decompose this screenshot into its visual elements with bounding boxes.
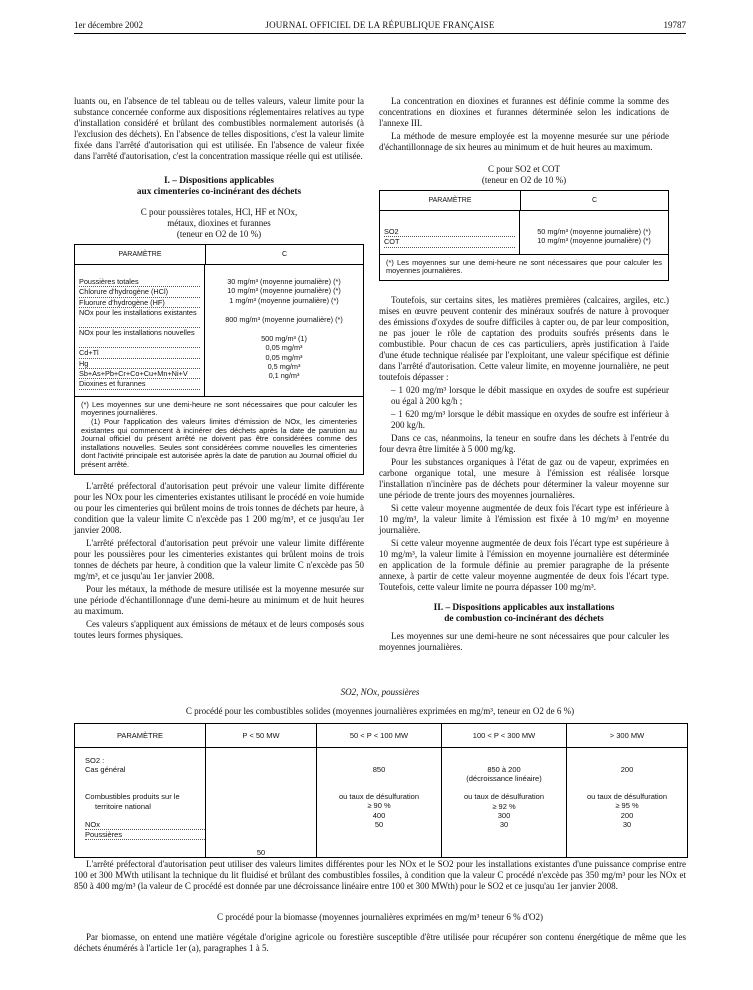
table-cell: 200 <box>620 810 634 820</box>
table-cell: NOx pour les installations nouvelles <box>79 328 200 348</box>
bullet-item: – 1 020 mg/m³ lorsque le débit massique en oxydes de soufre est supérieur ou égal à 200 kg/h ; <box>391 385 669 406</box>
table-caption: C procédé pour les combustibles solides (moyennes journalières exprimées en mg/m³, teneur en O2 de 6 %) <box>185 706 575 716</box>
table-note <box>75 396 363 474</box>
table-cell: 30 mg/m³ (moyenne journalière) (*) <box>227 277 341 286</box>
table-header-cell: > 300 MW <box>566 724 687 747</box>
table-header-cell: P < 50 MW <box>205 724 316 747</box>
section-heading: aux cimenteries co-incinérant des déchets <box>136 187 302 197</box>
paragraph: L'arrêté préfectoral d'autorisation peut prévoir une valeur limite différente pour les NOx pour les cimenteries existantes utilisant le procédé en voie humide ou pour les cimenteries qui brûlent moins de trois tonnes de déchets par heure, à condition que la valeur limite C n'excède pas 1 200 mg/m³, et ce jusqu'au 1er janvier 2008. <box>74 480 364 535</box>
table-header-cell: PARAMÈTRE <box>75 245 206 264</box>
paragraph: Pour les substances organiques à l'état de gaz ou de vapeur, exprimées en carbone organique total, une mesure à l'émission est réalisée lorsque l'installation n'incinère pas de déchets pour déterminer la valeur moyenne sur une période de trente jours des moyennes journalières. <box>379 457 669 500</box>
section-heading: II. – Dispositions applicables aux installations <box>433 603 615 613</box>
left-column <box>74 96 364 643</box>
header-rule <box>74 33 686 34</box>
param-column <box>75 265 205 396</box>
paragraph: L'arrêté préfectoral d'autorisation peut utiliser des valeurs limites différentes pour les NOx et le SO2 pour les installations existantes d'une puissance comprise entre 100 et 300 MWth utilisant la technique du lit fluidisé et brûlant des combustibles fossiles, à condition que la valeur C procédé n'excède pas 350 mg/m³ pour les NOx et 850 à 400 mg/m³ (la valeur de C procédé est donnée par une décroissance linéaire entre 100 et 300 MWth) pour le SO2 et ce jusqu'au 1er janvier 2008. <box>74 859 686 891</box>
table-cell: ≥ 90 % <box>367 801 391 811</box>
table-header-cell: C <box>591 197 598 204</box>
paragraph: Pour les métaux, la méthode de mesure utilisée est la moyenne mesurée sur une période d'échantillonnage d'une demi-heure au minimum et de huit heures au maximum. <box>74 583 364 616</box>
table-caption: (teneur en O2 de 10 %) <box>481 175 567 185</box>
table-cell: 30 <box>622 819 632 829</box>
paragraph: Si cette valeur moyenne augmentée de deux fois l'écart type est supérieure à 10 mg/m³, la valeur limite à l'émission en moyenne journalière est déterminée en application de la formule définie au premier paragraphe de la présente annexe, à partir de cette valeur moyenne augmentée de deux fois l'écart type. Toutefois, cette valeur limite ne pourra dépasser 100 mg/m³. <box>379 538 669 592</box>
table-header-cell: 50 < P < 100 MW <box>316 724 441 747</box>
table-header <box>75 724 687 748</box>
table-cell: 300 <box>497 810 511 820</box>
table-cell: Sb+As+Pb+Cr+Co+Cu+Mn+Ni+V <box>79 369 200 379</box>
table-header-cell: PARAMÈTRE <box>380 191 521 210</box>
bullet-item: – 1 620 mg/m³ lorsque le débit massique en oxydes de soufre est inférieur à 200 kg/h. <box>391 409 669 430</box>
table-cell: NOx pour les installations existantes <box>79 308 200 328</box>
table-cell: Dioxines et furannes <box>79 379 200 389</box>
table-cell: ou taux de désulfuration <box>338 792 420 802</box>
table-header <box>75 245 363 265</box>
table-cell: ou taux de désulfuration <box>586 792 668 802</box>
section-heading: I. – Dispositions applicables <box>163 176 275 186</box>
table-cell: 0,05 mg/m³ <box>265 343 303 353</box>
header-journal-title: JOURNAL OFFICIEL DE LA RÉPUBLIQUE FRANÇAISE <box>265 20 495 30</box>
table-cell: 200 <box>620 765 634 774</box>
table-cell: COT <box>384 237 515 247</box>
table-caption: C pour SO2 et COT <box>488 164 560 174</box>
paragraph: Si cette valeur moyenne augmentée de deux fois l'écart type est inférieure à 10 mg/m³, la valeur limite à l'émission est fixée à 10 mg/m³ en moyenne journalière. <box>379 503 669 535</box>
right-column <box>379 96 669 655</box>
cement-limits-table <box>74 244 364 475</box>
paragraph: Les moyennes sur une demi-heure ne sont nécessaires que pour calculer les moyennes journalières. <box>379 631 669 652</box>
table-cell: ou taux de désulfuration <box>463 792 545 802</box>
table-cell: 0,5 mg/m³ <box>267 362 301 372</box>
col-p-under-50 <box>205 748 316 857</box>
table-cell: Combustibles produits sur le <box>85 792 180 802</box>
header-date: 1er décembre 2002 <box>74 20 143 30</box>
table-header-cell: PARAMÈTRE <box>116 730 164 740</box>
paragraph: Dans ce cas, néanmoins, la teneur en soufre dans les déchets à l'entrée du four devra être limitée à 5 000 mg/kg. <box>379 433 669 454</box>
table-footnote: (1) Pour l'application des valeurs limites d'émission de NOx, les cimenteries existantes qui commencent à incinérer des déchets après la date de parution au Journal officiel du présent arrêté ne doivent pas être considérées comme des installations nouvelles. Seules sont considérées comme nouvelles les cimenteries dont l'activité principale est autorisée après la date de parution au Journal officiel du présent arrêté. <box>81 417 357 469</box>
table-body <box>75 748 687 857</box>
table-cell: NOx <box>85 820 205 830</box>
param-column <box>380 211 520 254</box>
table-cell: Fluorure d'hydrogène (HF) <box>79 298 200 308</box>
table-cell: 10 mg/m³ (moyenne journalière) (*) <box>227 286 341 296</box>
table-footnote: (*) Les moyennes sur une demi-heure ne sont nécessaires que pour calculer les moyennes journalières. <box>81 399 357 418</box>
table-footnote: (*) Les moyennes sur une demi-heure ne sont nécessaires que pour calculer les moyennes journalières. <box>380 254 668 280</box>
value-column <box>520 211 668 254</box>
table-caption: (teneur en O2 de 10 %) <box>176 229 262 239</box>
table-cell: 50 <box>374 819 384 829</box>
table-cell: 500 mg/m³ (1) <box>261 333 307 343</box>
table-cell: Poussières totales <box>79 277 200 287</box>
paragraph: La concentration en dioxines et furannes est définie comme la somme des concentrations en dioxines et furannes déterminée selon les indications de l'annexe III. <box>379 96 669 128</box>
table-cell: 30 <box>499 820 509 830</box>
table-cell: 0,1 ng/m³ <box>268 371 300 381</box>
table-cell: 850 à 200 <box>487 765 521 774</box>
table-cell: SO2 : <box>85 756 105 765</box>
table-header <box>380 191 668 211</box>
page-header <box>74 20 686 32</box>
table-cell: Cas général <box>85 765 126 775</box>
table-caption: métaux, dioxines et furannes <box>167 218 271 228</box>
solid-fuel-limits-table <box>74 723 688 858</box>
table-header-cell: 100 < P < 300 MW <box>441 724 566 747</box>
table-cell: 1 mg/m³ (moyenne journalière) (*) <box>229 295 339 305</box>
col-p-50-100 <box>316 748 441 857</box>
col-p-over-300 <box>566 748 687 857</box>
table-cell: 400 <box>372 810 386 820</box>
col-p-100-300 <box>441 748 566 857</box>
table-cell: 850 <box>372 765 386 774</box>
table-cell: 800 mg/m³ (moyenne journalière) (*) <box>225 314 343 324</box>
table-cell: Poussières <box>85 830 205 840</box>
paragraph: Par biomasse, on entend une matière végétale d'origine agricole ou forestière susceptible d'être utilisée pour récupérer son contenu énergétique de même que les déchets énumérés à l'article 1er (a), paragraphes 1 à 5. <box>74 932 686 953</box>
table-cell: territoire national <box>95 801 151 811</box>
table-cell: SO2 <box>384 227 515 237</box>
param-column <box>75 748 205 857</box>
paragraph: L'arrêté préfectoral d'autorisation peut prévoir une valeur limite différente pour les poussières pour les cimenteries existantes qui brûlent moins de trois tonnes de déchets par heure, à condition que la valeur limite C n'excède pas 50 mg/m³, et ce jusqu'au 1er janvier 2008. <box>74 537 364 581</box>
paragraph: Toutefois, sur certains sites, les matières premières (calcaires, argiles, etc.) mises en œuvre peuvent contenir des minéraux soufrés de nature à provoquer des émissions d'oxydes de soufre difficiles à capter ou, de par leur composition, ne pas jouer le rôle de captation des produits soufrés présents dans le combustible. Pour chacun de ces cas particuliers, après justification à l'aide d'une étude technique réalisée par l'exploitant, une valeur spécifique est définie dans l'arrêté d'autorisation. Cette valeur limite, en moyenne journalière, ne peut toutefois dépasser : <box>379 295 669 382</box>
paragraph: Ces valeurs s'appliquent aux émissions de métaux et de leurs composés sous toutes leurs formes physiques. <box>74 618 364 640</box>
table-cell: 0,05 mg/m³ <box>265 352 303 362</box>
header-page-number: 19787 <box>663 20 686 30</box>
paragraph: luants ou, en l'absence de tel tableau ou de telles valeurs, valeur limite pour la substance concernée conforme aux dispositions réglementaires relatives au type d'installation considéré et brûlant des combustibles normalement autorisés (à l'exclusion des déchets). En l'absence de telles dispositions, c'est la valeur limite fixée dans l'arrêté d'autorisation qui est utilisée. En l'absence de valeur fixée dans l'arrêté d'autorisation, c'est la concentration massique réelle qui est utilisée. <box>74 96 364 161</box>
table-cell: (décroissance linéaire) <box>466 774 542 784</box>
table-cell: Hg <box>79 359 200 369</box>
so2-cot-table <box>379 190 669 281</box>
table-cell: ≥ 92 % <box>492 801 516 811</box>
table-caption: C pour poussières totales, HCl, HF et NOx, <box>140 207 298 217</box>
table-cell: 50 mg/m³ (moyenne journalière) (*) <box>537 227 651 236</box>
value-column <box>205 265 363 396</box>
paragraph: La méthode de mesure employée est la moyenne mesurée sur une période d'échantillonnage de six heures au minimum et de huit heures au maximum. <box>379 131 669 152</box>
table-subtitle: SO2, NOx, poussières <box>340 687 420 697</box>
table-cell: 50 <box>256 848 266 857</box>
table-cell: 10 mg/m³ (moyenne journalière) (*) <box>537 236 651 246</box>
table-cell: Cd+Tl <box>79 348 200 358</box>
table-cell: Chlorure d'hydrogène (HCl) <box>79 287 200 297</box>
table-header-cell: C <box>281 251 288 258</box>
table-caption: C procédé pour la biomasse (moyennes journalières exprimées en mg/m³ teneur 6 % d'O2) <box>217 912 543 922</box>
section-heading: de combustion co-incinérant des déchets <box>444 614 604 624</box>
table-cell: ≥ 95 % <box>615 801 639 811</box>
